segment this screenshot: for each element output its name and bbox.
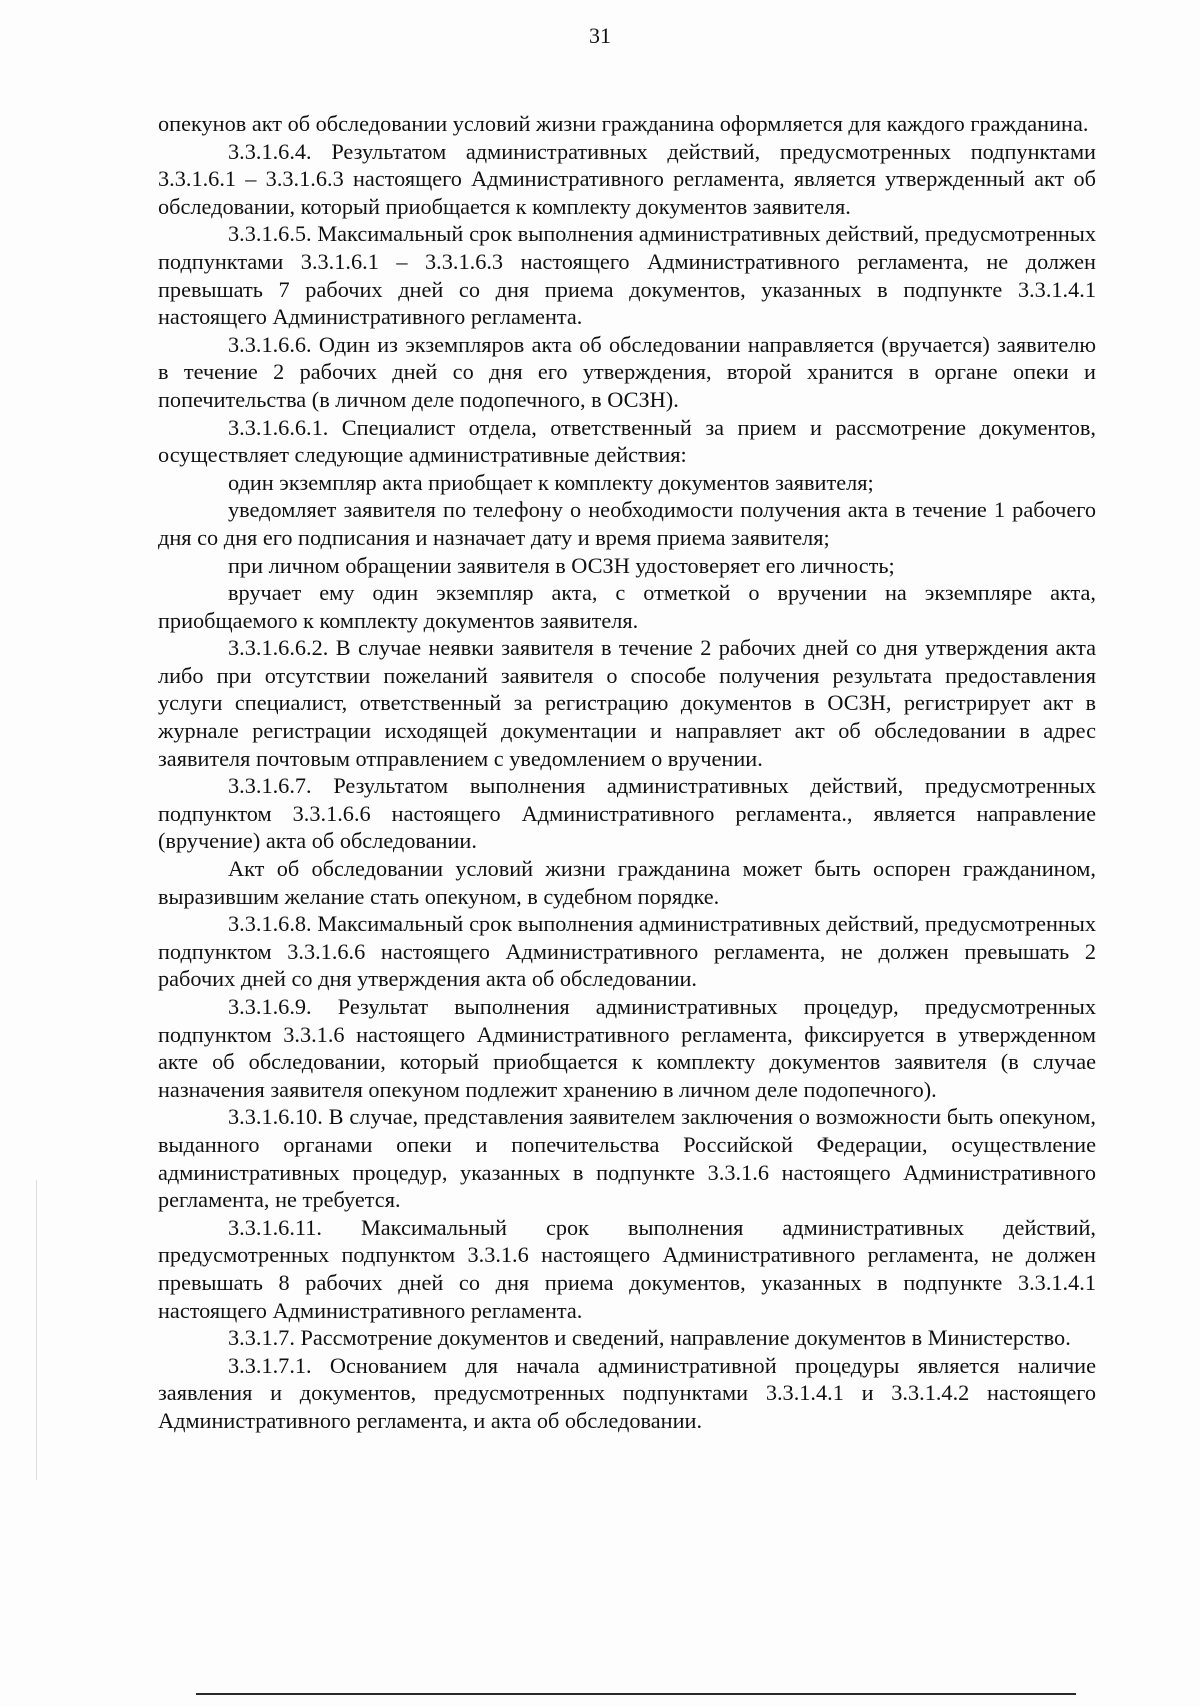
scan-edge-line (36, 1180, 37, 1480)
paragraph-3-3-1-6-10: 3.3.1.6.10. В случае, представления заявителем заключения о возможности быть опекуном, выданного органами опеки и попечительства Российской Федерации, осуществление административных процедур, указанных в подпункте 3.3.1.6 настоящего Административного регламента, не требуется. (158, 1104, 1096, 1213)
paragraph-3-3-1-6-7: 3.3.1.6.7. Результатом выполнения административных действий, предусмотренных подпунктом 3.3.1.6.6 настоящего Административного регламента., является направление (вручение) акта об обследовании. (158, 773, 1096, 854)
paragraph-3-3-1-6-6: 3.3.1.6.6. Один из экземпляров акта об обследовании направляется (вручается) заявителю в течение 2 рабочих дней со дня его утверждения, второй хранится в органе опеки и попечительства (в личном деле подопечного, в ОСЗН). (158, 331, 1096, 412)
paragraph-dispute: Акт об обследовании условий жизни гражданина может быть оспорен гражданином, выразившим желание стать опекуном, в судебном порядке. (158, 856, 1096, 909)
paragraph-3-3-1-7-1: 3.3.1.7.1. Основанием для начала административной процедуры является наличие заявления и документов, предусмотренных подпунктами 3.3.1.4.1 и 3.3.1.4.2 настоящего Административного регламента, и акта об обследовании. (158, 1352, 1096, 1433)
list-item-action-3: при личном обращении заявителя в ОСЗН удостоверяет его личность; (228, 552, 895, 578)
paragraph-3-3-1-7: 3.3.1.7. Рассмотрение документов и сведений, направление документов в Министерство. (228, 1325, 1071, 1351)
paragraph-3-3-1-6-4: 3.3.1.6.4. Результатом административных действий, предусмотренных подпунктами 3.3.1.6.1 – 3.3.1.6.3 настоящего Административного регламента, является утвержденный акт об обследовании, который приобщается к комплекту документов заявителя. (158, 138, 1096, 219)
paragraph-3-3-1-6-6-1: 3.3.1.6.6.1. Специалист отдела, ответственный за прием и рассмотрение документов, осуществляет следующие административные действия: (158, 414, 1096, 468)
paragraph-3-3-1-6-9: 3.3.1.6.9. Результат выполнения административных процедур, предусмотренных подпунктом 3.3.1.6 настоящего Административного регламента, фиксируется в утвержденном акте об обследовании, который приобщается к комплекту документов заявителя (в случае назначения заявителя опекуном подлежит хранению в личном деле подопечного). (158, 994, 1096, 1102)
paragraph-3-3-1-6-11: 3.3.1.6.11. Максимальный срок выполнения административных действий, предусмотренных подпунктом 3.3.1.6 настоящего Административного регламента, не должен превышать 8 рабочих дней со дня приема документов, указанных в подпункте 3.3.1.4.1 настоящего Административного регламента. (158, 1214, 1096, 1323)
bottom-rule (196, 1693, 1076, 1695)
list-item-action-1: один экземпляр акта приобщает к комплекту документов заявителя; (228, 469, 874, 495)
paragraph-3-3-1-6-6-2: 3.3.1.6.6.2. В случае неявки заявителя в течение 2 рабочих дней со дня утверждения акта либо при отсутствии пожеланий заявителя о способе получения результата предоставления услуги специалист, ответственный за регистрацию документов в ОСЗН, регистрирует акт в журнале регистрации исходящей документации и направляет акт об обследовании в адрес заявителя почтовым отправлением с уведомлением о вручении. (158, 635, 1096, 771)
page-number: 31 (589, 23, 611, 48)
paragraph-3-3-1-6-5: 3.3.1.6.5. Максимальный срок выполнения административных действий, предусмотренных подпунктами 3.3.1.6.1 – 3.3.1.6.3 настоящего Административного регламента, не должен превышать 7 рабочих дней со дня приема документов, указанных в подпункте 3.3.1.4.1 настоящего Административного регламента. (158, 221, 1096, 330)
paragraph-3-3-1-6-8: 3.3.1.6.8. Максимальный срок выполнения административных действий, предусмотренных подпунктом 3.3.1.6.6 настоящего Административного регламента, не должен превышать 2 рабочих дней со дня утверждения акта об обследовании. (158, 911, 1096, 992)
document-body (158, 110, 1096, 1435)
paragraph-continuation: опекунов акт об обследовании условий жизни гражданина оформляется для каждого гражданина. (158, 111, 1089, 136)
list-item-action-4: вручает ему один экземпляр акта, с отметкой о вручении на экземпляре акта, приобщаемого к комплекту документов заявителя. (158, 580, 1096, 633)
list-item-action-2: уведомляет заявителя по телефону о необходимости получения акта в течение 1 рабочего дня со дня его подписания и назначает дату и время приема заявителя; (158, 497, 1096, 550)
